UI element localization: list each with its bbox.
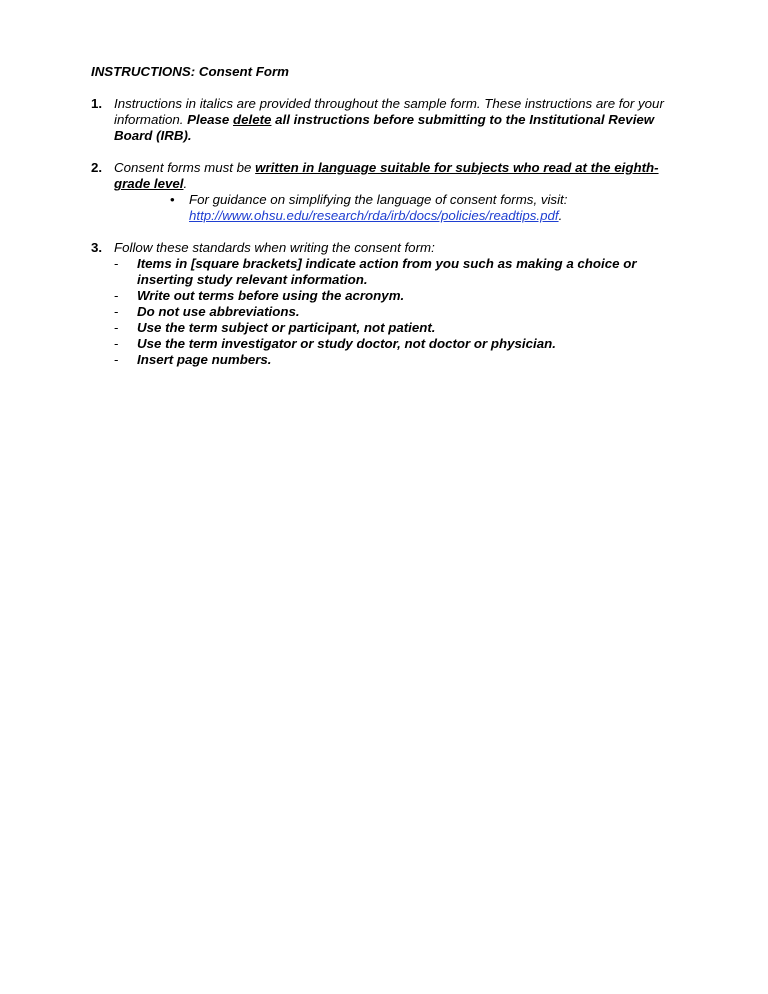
standards-list	[114, 256, 691, 368]
list-item: - Use the term subject or participant, not patient.	[114, 320, 436, 335]
guidance-bullet: • For guidance on simplifying the language of consent forms, visit: http://www.ohsu.edu/research/rda/irb/docs/policies/readtips.pdf.	[170, 192, 568, 223]
item-number: 3.	[91, 240, 103, 255]
dash-icon: -	[114, 352, 119, 367]
list-item: - Write out terms before using the acronym.	[114, 288, 405, 303]
dash-icon: -	[114, 336, 119, 351]
item-text: Follow these standards when writing the consent form: - Items in [square brackets] indicate action from you such as making a choice or inserting study relevant information. - Write out terms before using the acronym. - Do not use abbreviations. - Use the term subject or participant, not patient. - Use the term investigator or study doctor, not doctor or physician. - Insert page numbers.	[114, 240, 691, 368]
readtips-link[interactable]: http://www.ohsu.edu/research/rda/irb/docs/policies/readtips.pdf	[189, 208, 559, 223]
instruction-item-3	[91, 240, 691, 368]
instruction-item-1	[91, 96, 691, 144]
bullet-icon: •	[170, 192, 175, 207]
dash-icon: -	[114, 304, 119, 319]
list-item: - Items in [square brackets] indicate action from you such as making a choice or inserting study relevant information.	[114, 256, 637, 287]
item-number: 2.	[91, 160, 103, 175]
dash-icon: -	[114, 320, 119, 335]
item-text: Consent forms must be written in language suitable for subjects who read at the eighth-grade level.	[114, 160, 659, 191]
list-item: - Use the term investigator or study doctor, not doctor or physician.	[114, 336, 556, 351]
instruction-item-2	[91, 160, 691, 224]
dash-icon: -	[114, 288, 119, 303]
item-number: 1.	[91, 96, 103, 111]
list-item: - Insert page numbers.	[114, 352, 272, 367]
dash-icon: -	[114, 256, 119, 271]
document-heading: INSTRUCTIONS: Consent Form	[91, 64, 289, 79]
list-item: - Do not use abbreviations.	[114, 304, 300, 319]
item-text: Instructions in italics are provided throughout the sample form. These instructions are for your information. Please delete all instructions before submitting to the Institutional Review Board (IRB).	[114, 96, 664, 143]
